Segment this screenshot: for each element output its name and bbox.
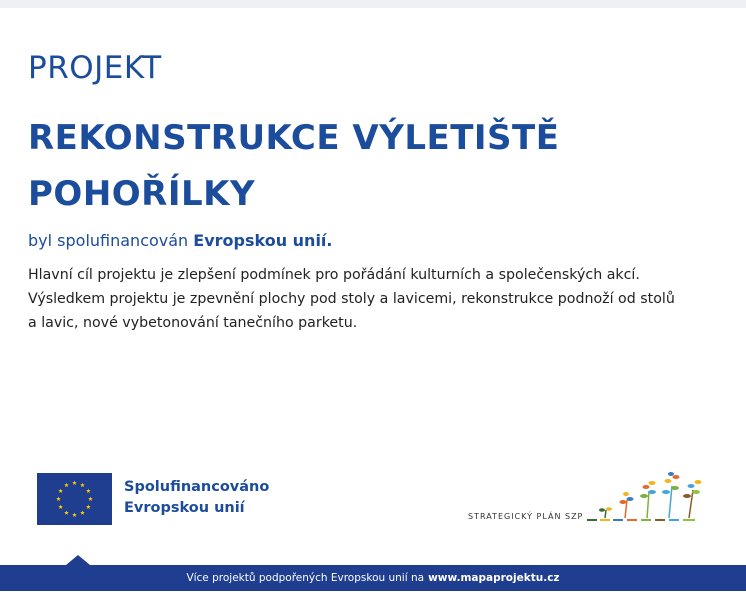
eu-star [72,513,77,517]
project-title-line1: REKONSTRUKCE VÝLETIŠTĚ [28,118,560,158]
szp-label: STRATEGICKÝ PLÁN SZP [468,512,584,521]
footer-notch [66,555,90,565]
footer-text: Více projektů podpořených Evropskou unií na [186,572,425,584]
top-strip [0,0,746,8]
eu-star [64,483,69,487]
funding-highlight: Evropskou unií. [193,231,333,250]
eu-cofunded-text [124,477,269,519]
eu-star [58,489,63,493]
szp-sprout [599,507,612,518]
description-line1: Hlavní cíl projektu je zlepšení podmínek pro pořádání kulturních a společenských akcí. [28,267,640,283]
eu-star [56,497,61,501]
eu-star [86,505,91,509]
description-line3: a lavic, nové vybetonování tanečního parketu. [28,315,358,331]
project-title-line2: POHOŘÍLKY [28,174,256,214]
footer-link[interactable]: www.mapaprojektu.cz [428,572,560,584]
eu-star [72,481,77,485]
project-label: PROJEKT [28,50,162,86]
funding-statement [28,231,333,250]
eu-stars-circle [37,473,112,525]
footer-bar [0,565,746,591]
project-title [28,110,718,222]
description-line2: Výsledkem projektu je zpevnění plochy pod stoly a lavicemi, rekonstrukce podnoží od stolů [28,291,675,307]
eu-text-line2: Evropskou unií [124,500,245,516]
szp-sprout [683,480,702,518]
szp-sprout [662,472,680,518]
funding-prefix: byl spolufinancován [28,231,189,250]
eu-star [86,489,91,493]
szp-logo-icon [585,470,710,526]
eu-text-line1: Spolufinancováno [124,479,270,495]
eu-star [64,510,69,514]
szp-sprout [640,481,656,518]
eu-star [88,497,93,501]
project-description [28,263,728,335]
szp-sprout [620,492,634,518]
eu-star [58,505,63,509]
eu-flag-icon [37,473,112,525]
eu-star [80,483,85,487]
eu-star [80,510,85,514]
